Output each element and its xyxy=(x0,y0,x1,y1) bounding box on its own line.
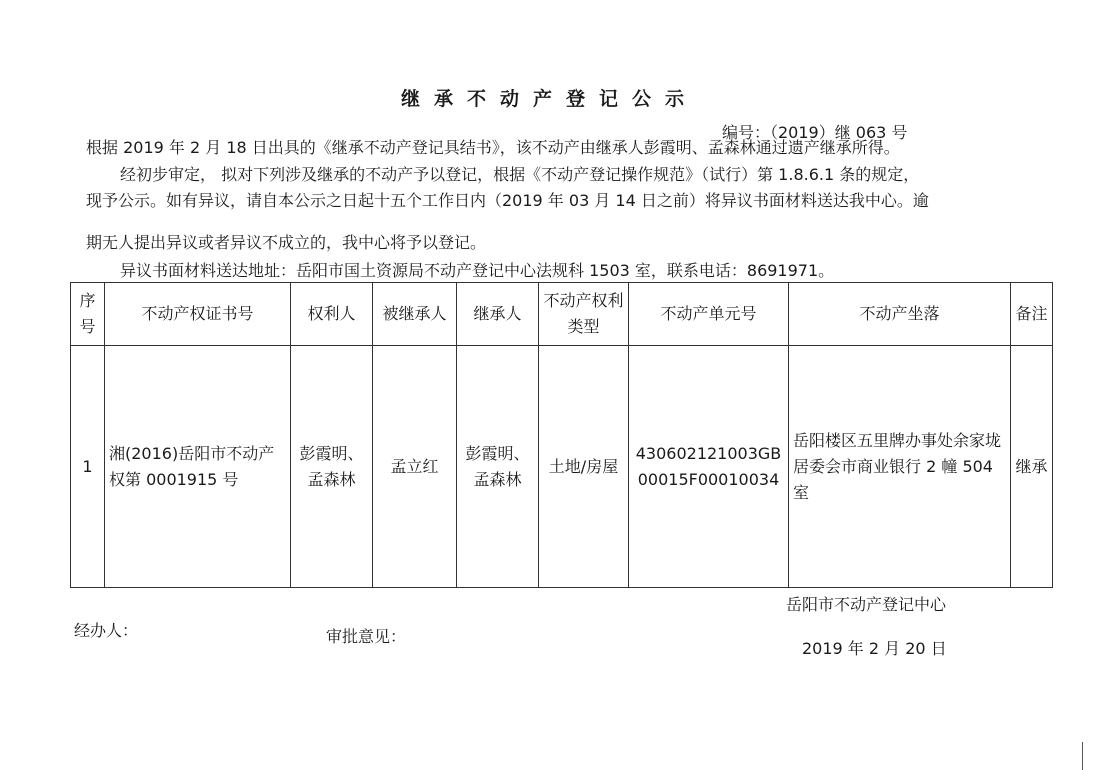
issuing-organization: 岳阳市不动产登记中心 xyxy=(786,595,947,614)
registration-table xyxy=(70,282,1053,588)
header-location: 不动产坐落 xyxy=(789,283,1011,346)
header-cert: 不动产权证书号 xyxy=(105,283,291,346)
paragraph-intro: 根据 2019 年 2 月 18 日出具的《继承不动产登记具结书》，该不动产由继承人彭霞明、孟森林通过遗产继承所得。 xyxy=(86,138,900,157)
header-deceased: 被继承人 xyxy=(373,283,457,346)
header-unit-no: 不动产单元号 xyxy=(629,283,789,346)
paragraph-review-line2: 现予公示。如有异议，请自本公示之日起十五个工作日内（2019 年 03 月 14 日之前）将异议书面材料送达我中心。逾 xyxy=(86,191,929,210)
approval-label: 审批意见： xyxy=(326,627,407,646)
cell-unit-no: 430602121003GB00015F00010034 xyxy=(629,346,789,588)
paragraph-objection-address: 异议书面材料送达地址：岳阳市国土资源局不动产登记中心法规科 1503 室，联系电话：8691971。 xyxy=(120,261,835,280)
cell-location: 岳阳楼区五里牌办事处余家垅居委会市商业银行 2 幢 504 室 xyxy=(789,346,1011,588)
paragraph-review-line3: 期无人提出异议或者异议不成立的，我中心将予以登记。 xyxy=(86,233,487,252)
paragraph-review-line1: 经初步审定， 拟对下列涉及继承的不动产予以登记，根据《不动产登记操作规范》（试行）第 1.8.6.1 条的规定， xyxy=(120,165,920,184)
cell-owner: 彭霞明、孟森林 xyxy=(291,346,373,588)
handler-label: 经办人： xyxy=(74,621,139,640)
cell-heirs: 彭霞明、孟森林 xyxy=(457,346,539,588)
header-owner: 权利人 xyxy=(291,283,373,346)
issue-date: 2019 年 2 月 20 日 xyxy=(802,639,947,658)
table-header-row xyxy=(71,283,1053,346)
page-edge-line xyxy=(1082,742,1083,770)
header-note: 备注 xyxy=(1011,283,1053,346)
cell-deceased: 孟立红 xyxy=(373,346,457,588)
header-right-type: 不动产权利类型 xyxy=(539,283,629,346)
cell-no: 1 xyxy=(71,346,105,588)
cell-right-type: 土地/房屋 xyxy=(539,346,629,588)
header-heirs: 继承人 xyxy=(457,283,539,346)
cell-note: 继承 xyxy=(1011,346,1053,588)
cell-cert: 湘(2016)岳阳市不动产权第 0001915 号 xyxy=(105,346,291,588)
page-title: 继承不动产登记公示 xyxy=(400,88,698,110)
document-number: 编号：（2019）继 063 号 xyxy=(722,123,908,142)
table-row xyxy=(71,346,1053,588)
header-no: 序号 xyxy=(71,283,105,346)
